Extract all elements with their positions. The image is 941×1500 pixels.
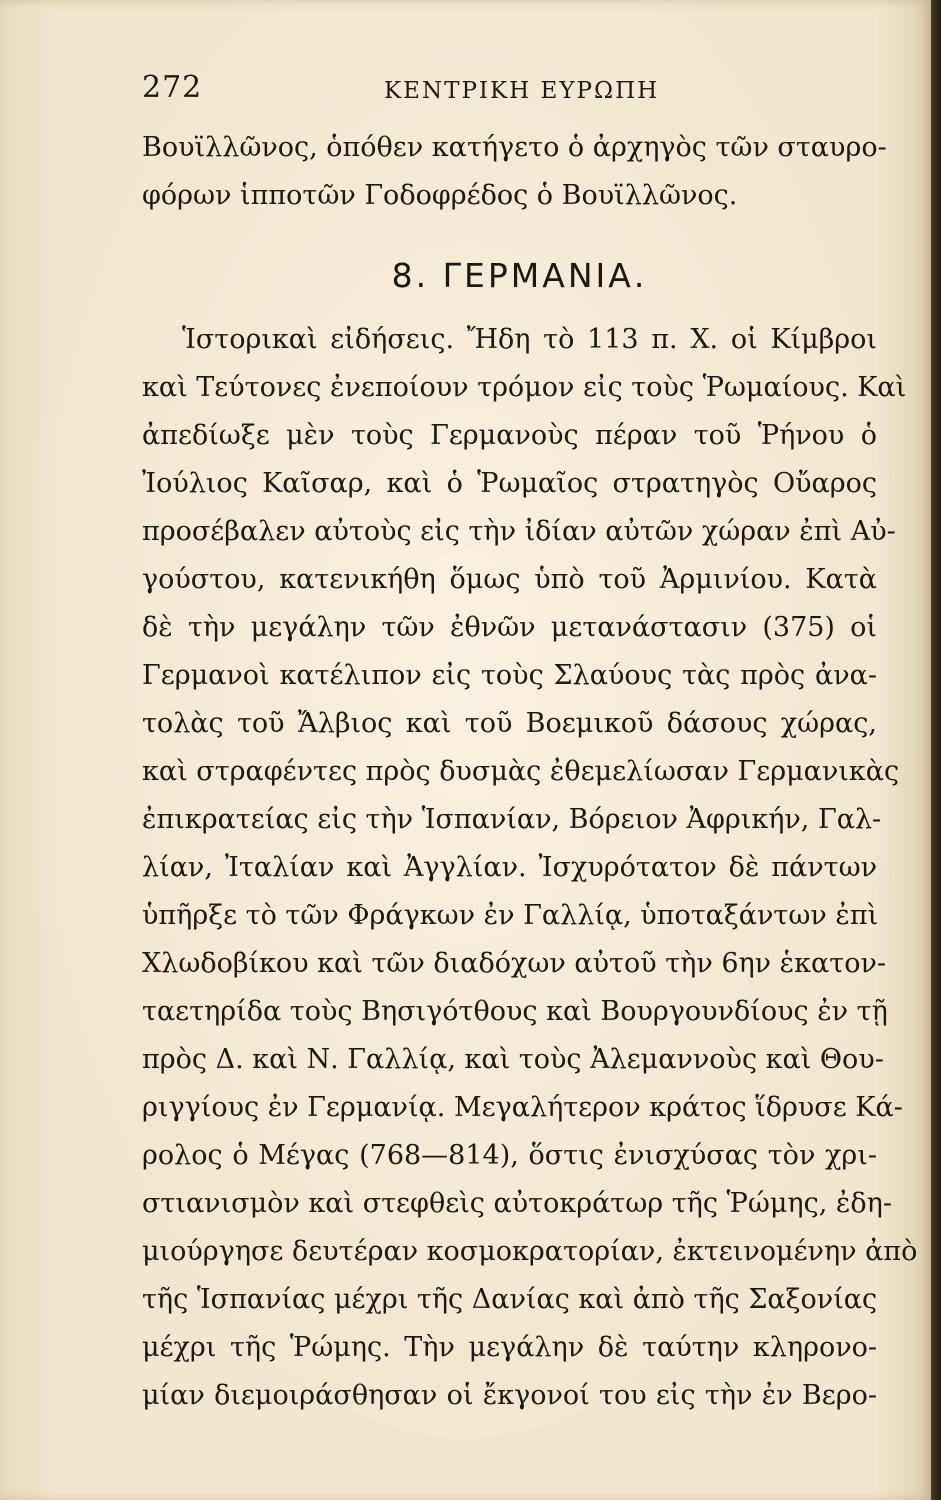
text-line: Γερμανοὶ κατέλιπον εἰς τοὺς Σλαύους τὰς πρὸς ἀνα-	[142, 660, 877, 691]
running-title: ΚΕΝΤΡΙΚΗ ΕΥΡΩΠΗ	[384, 78, 660, 104]
text-line: ριγγίους ἐν Γερμανίᾳ. Μεγαλήτερον κράτος ἵδρυσε Κά-	[142, 1092, 903, 1123]
text-line: μιούργησε δευτέραν κοσμοκρατορίαν, ἐκτεινομένην ἀπὸ	[142, 1236, 918, 1267]
text-line: φόρων ἱπποτῶν Γοδοφρέδος ὁ Βουϊλλῶνος.	[142, 180, 738, 211]
text-line: προσέβαλεν αὐτοὺς εἰς τὴν ἰδίαν αὐτῶν χώραν ἐπὶ Αὐ-	[142, 516, 896, 547]
section-heading: 8. ΓΕΡΜΑΝΙΑ.	[391, 256, 648, 295]
text-line: πρὸς Δ. καὶ Ν. Γαλλίᾳ, καὶ τοὺς Ἀλεμαννοὺς καὶ Θου-	[142, 1044, 884, 1075]
text-line: καὶ στραφέντες πρὸς δυσμὰς ἐθεμελίωσαν Γερμανικὰς	[142, 756, 900, 787]
text-line: ὑπῆρξε τὸ τῶν Φράγκων ἐν Γαλλίᾳ, ὑποταξάντων ἐπὶ	[142, 900, 879, 931]
text-line: γούστου, κατενικήθη ὅμως ὑπὸ τοῦ Ἀρμινίου. Κατὰ	[142, 564, 877, 595]
text-line: δὲ τὴν μεγάλην τῶν ἐθνῶν μετανάστασιν (375) οἱ	[142, 612, 877, 643]
text-line: μέχρι τῆς Ῥώμης. Τὴν μεγάλην δὲ ταύτην κληρονο-	[142, 1332, 877, 1363]
text-line: ἀπεδίωξε μὲν τοὺς Γερμανοὺς πέραν τοῦ Ῥήνου ὁ	[142, 420, 877, 451]
text-line: Ἱστορικαὶ εἰδήσεις. Ἤδη τὸ 113 π. Χ. οἱ Κίμβροι	[182, 324, 877, 355]
text-line: μίαν διεμοιράσθησαν οἱ ἔκγονοί του εἰς τὴν ἐν Βερο-	[142, 1380, 877, 1411]
text-line: καὶ Τεύτονες ἐνεποίουν τρόμον εἰς τοὺς Ῥωμαίους. Καὶ	[142, 372, 907, 403]
text-line: στιανισμὸν καὶ στεφθεὶς αὐτοκράτωρ τῆς Ῥώμης, ἐδη-	[142, 1188, 892, 1219]
text-line: ἐπικρατείας εἰς τὴν Ἱσπανίαν, Βόρειον Ἀφρικήν, Γαλ-	[142, 804, 882, 835]
text-line: λίαν, Ἰταλίαν καὶ Ἀγγλίαν. Ἰσχυρότατον δὲ πάντων	[142, 852, 877, 883]
text-line: Βουϊλλῶνος, ὁπόθεν κατήγετο ὁ ἀρχηγὸς τῶν σταυρο-	[142, 132, 887, 163]
body-text	[142, 124, 918, 1420]
text-line: τολὰς τοῦ Ἄλβιος καὶ τοῦ Βοεμικοῦ δάσους χώρας,	[142, 708, 877, 739]
text-line: Ἰούλιος Καῖσαρ, καὶ ὁ Ῥωμαῖος στρατηγὸς Οὔαρος	[142, 468, 877, 499]
text-line: ρολος ὁ Μέγας (768—814), ὅστις ἐνισχύσας τὸν χρι-	[142, 1140, 877, 1171]
text-line: τῆς Ἱσπανίας μέχρι τῆς Δανίας καὶ ἀπὸ τῆς Σαξονίας	[142, 1284, 878, 1315]
text-line: Χλωδοβίκου καὶ τῶν διαδόχων αὐτοῦ τὴν 6ην ἑκατον-	[142, 948, 886, 979]
page-header	[142, 66, 874, 116]
page-number: 272	[142, 70, 203, 105]
page-edge	[931, 0, 941, 1500]
text-line: ταετηρίδα τοὺς Βησιγότθους καὶ Βουργουνδίους ἐν τῇ	[142, 996, 888, 1027]
